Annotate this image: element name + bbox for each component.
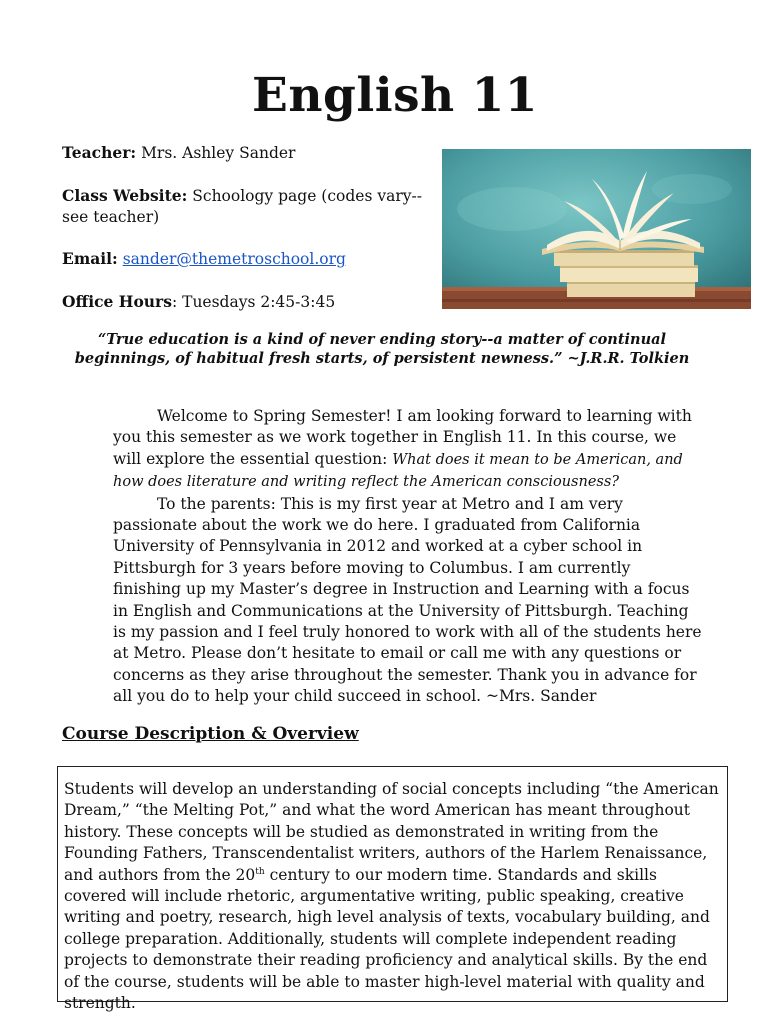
teacher-name: Mrs. Ashley Sander (141, 144, 296, 162)
welcome-letter (113, 406, 703, 708)
parents-paragraph: To the parents: This is my first year at Metro and I am very passionate about the work we do here. I graduated from California University of Pennsylvania in 2012 and worked at a cyber school in Pittsburgh for 3 years before moving to Columbus. I am currently finishing up my Master’s degree in Instruction and Learning with a focus in English and Communications at the University of Pittsburgh. Teaching is my passion and I feel truly honored to work with all of the students here at Metro. Please don’t hesitate to email or call me with any questions or concerns as they arise throughout the semester. Thank you in advance for all you do to help your child succeed in school. ~Mrs. Sander (113, 494, 702, 706)
tolkien-quote: “True education is a kind of never ending story--a matter of continual beginnings, of habitual fresh starts, of persistent newness.” ~J.R.R. Tolkien (74, 331, 690, 367)
email-label: Email: (62, 249, 118, 268)
books-image (442, 149, 751, 309)
welcome-text: Welcome to Spring Semester! I am looking forward to learning with you this semester as we work together in English 11. In this course, we will explore the essential question: (113, 407, 692, 468)
website-value: Schoology page (codes vary--see teacher) (62, 187, 422, 226)
essential-question: What does it mean to be American, and how does literature and writing reflect the American consciousness? (113, 451, 683, 491)
teacher-label: Teacher: (62, 143, 137, 162)
email-link[interactable]: sander@themetroschool.org (122, 250, 346, 268)
page-title: English 11 (252, 68, 538, 123)
teacher-line (62, 142, 437, 164)
office-hours-line (62, 291, 437, 313)
course-description-box (57, 766, 728, 1013)
welcome-paragraph (113, 406, 703, 494)
superscript-th: th (255, 866, 265, 877)
office-hours-value: : Tuesdays 2:45-3:45 (171, 293, 336, 311)
course-description-text: Students will develop an understanding of social concepts including “the American Dream,” “the Melting Pot,” and what the word American has meant throughout history. These concepts will be studied as demonstrated in writing from the Founding Fathers, Transcendentalist writers, authors of the Harlem Renaissance, and authors from the 20 (64, 780, 719, 884)
website-line (62, 185, 437, 228)
open-book-illustration (442, 149, 751, 309)
course-description-text-continued: century to our modern time. Standards and skills covered will include rhetoric, argumentative writing, public speaking, creative writing and poetry, research, high level analysis of texts, vocabulary building, and college preparation. Additionally, students will complete independent reading projects to demonstrate their reading proficiency and analytical skills. By the end of the course, students will be able to master high-level material with quality and strength. (64, 865, 710, 1013)
email-line (62, 248, 437, 270)
website-label: Class Website: (62, 186, 188, 205)
course-description-heading: Course Description & Overview (62, 724, 359, 744)
office-hours-label: Office Hours (62, 292, 172, 311)
